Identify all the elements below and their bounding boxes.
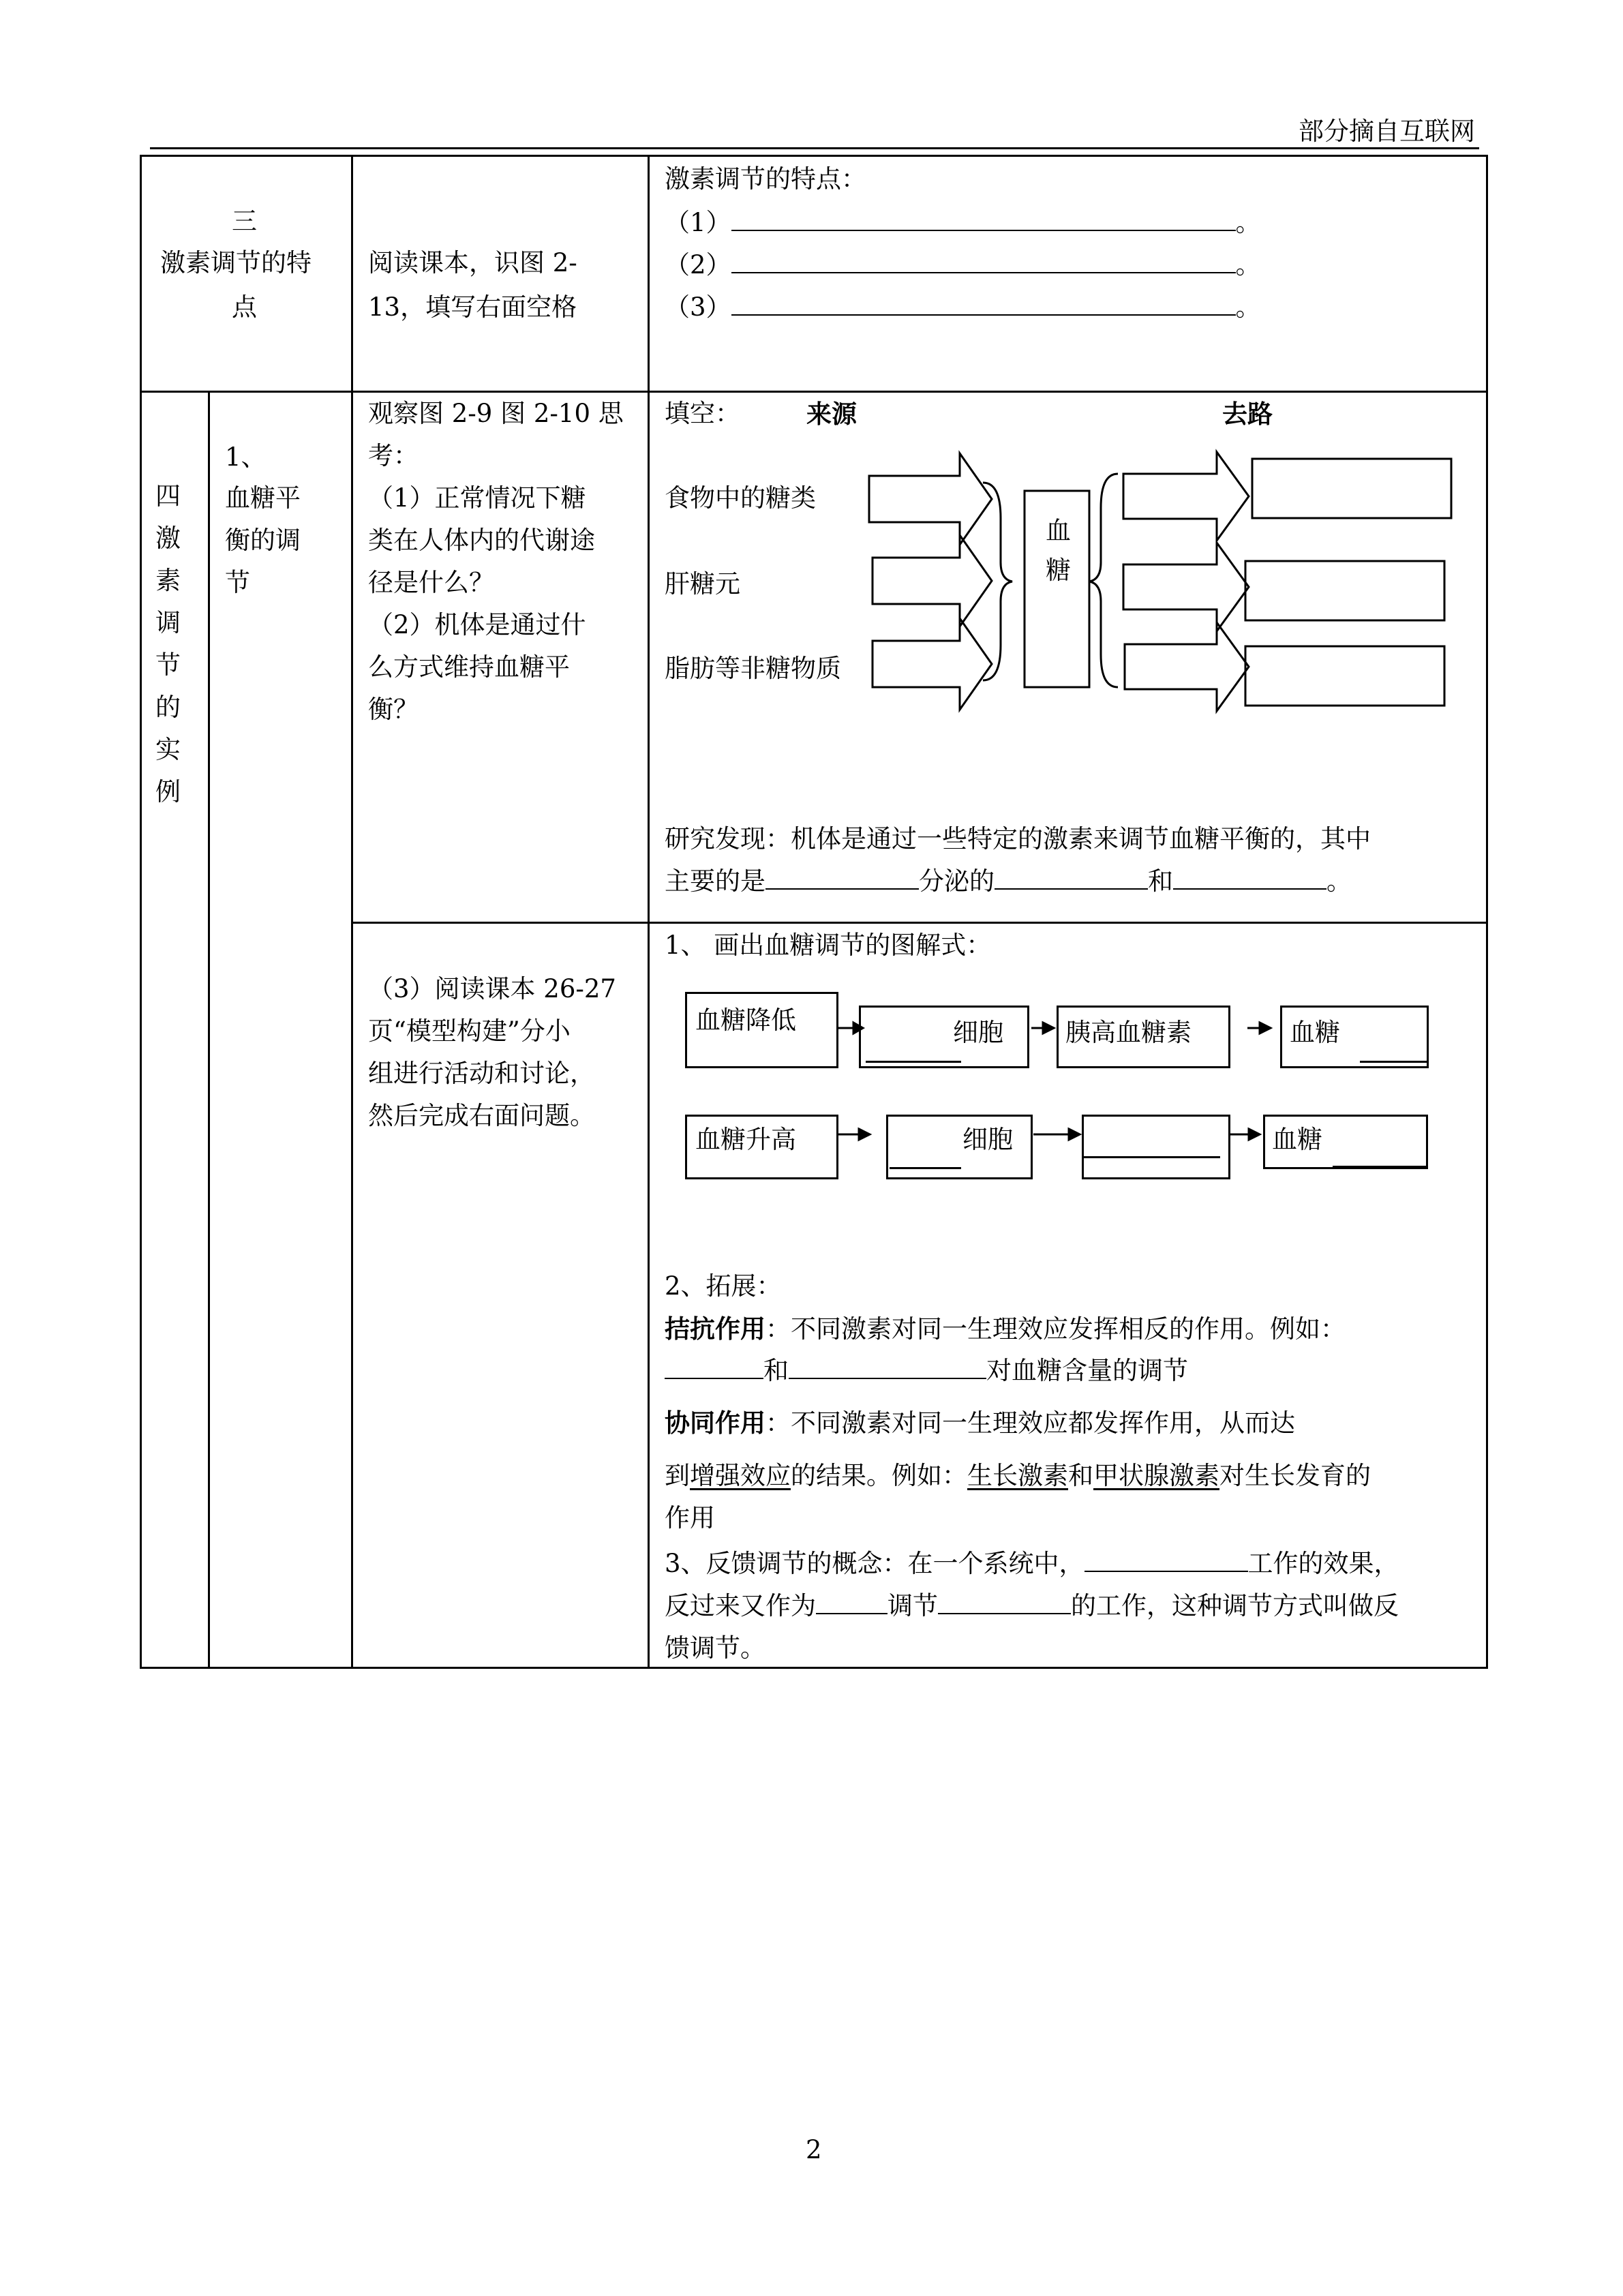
- model-line-2: 页“模型构建”分小: [368, 1016, 571, 1046]
- subsection-title-1: 血糖平: [225, 483, 301, 513]
- destination-arrow-icon: [1123, 543, 1249, 631]
- source-non-sugar: 脂肪等非糖物质: [665, 654, 841, 683]
- observe-line-2: 考：: [368, 441, 419, 470]
- observe-line-4: 类在人体内的代谢途: [368, 526, 595, 555]
- destination-blank-box: [1245, 561, 1444, 620]
- answer-blank[interactable]: [1173, 864, 1326, 890]
- destination-arrow-icon: [1125, 622, 1249, 711]
- flow-label-cell: 细胞: [953, 1018, 1003, 1047]
- section3-prompt: 激素调节的特点：: [665, 164, 866, 194]
- subsection-number: 1、: [225, 442, 267, 472]
- blood-char-1: 血: [1046, 516, 1071, 545]
- finding-line-2: 主要的是 分泌的 和 。: [665, 860, 1352, 903]
- source-arrow-icon: [873, 618, 992, 710]
- section3-title-line1: 激素调节的特: [160, 248, 312, 277]
- result-blank-line[interactable]: [1333, 1166, 1428, 1168]
- destination-header: 去路: [1222, 399, 1273, 429]
- arrow-right-icon: [1043, 1023, 1054, 1033]
- synergy-line: 协同作用：不同激素对同一生理效应都发挥作用，从而达: [665, 1408, 1295, 1438]
- header-rule: [150, 147, 1479, 149]
- flow-label-blood-sugar-high: 血糖升高: [695, 1125, 796, 1154]
- flow-label-blood-sugar: 血糖: [1272, 1125, 1322, 1154]
- answer-blank[interactable]: [731, 205, 1236, 231]
- feedback-line-2: 反过来又作为 调节 的工作，这种调节方式叫做反: [665, 1585, 1399, 1627]
- synergy-line-3: 作用: [665, 1503, 715, 1532]
- observe-line-5: 径是什么？: [368, 568, 494, 597]
- synergy-line-2: 到增强效应的结果。例如：生长激素和甲状腺激素对生长发育的: [665, 1461, 1371, 1490]
- antagonism-fill-line: 和 对血糖含量的调节: [665, 1350, 1188, 1392]
- source-food-sugar: 食物中的糖类: [665, 483, 816, 513]
- model-line-3: 组进行活动和讨论，: [368, 1059, 595, 1088]
- arrow-right-icon: [853, 1023, 863, 1033]
- antagonism-line: 拮抗作用：不同激素对同一生理效应发挥相反的作用。例如：: [665, 1314, 1346, 1344]
- answer-blank[interactable]: [995, 864, 1148, 890]
- section3-activity-line2: 13，填写右面空格: [368, 292, 577, 322]
- flow-label-blood-sugar-low: 血糖降低: [695, 1006, 796, 1035]
- arrow-right-icon: [1069, 1129, 1080, 1140]
- section3-activity-line1: 阅读课本，识图 2-: [368, 248, 577, 277]
- blood-char-2: 糖: [1046, 556, 1071, 585]
- destination-blank-box: [1252, 459, 1451, 518]
- section3-number: 三: [232, 207, 257, 236]
- finding-line-1: 研究发现：机体是通过一些特定的激素来调节血糖平衡的，其中: [665, 824, 1371, 854]
- arrow-right-icon: [859, 1129, 870, 1140]
- page-number: 2: [806, 2135, 822, 2164]
- observe-line-8: 衡？: [368, 695, 419, 724]
- flow-label-blood-sugar: 血糖: [1290, 1018, 1340, 1047]
- flow-label-glucagon: 胰高血糖素: [1065, 1018, 1192, 1047]
- hormone-blank-line[interactable]: [1084, 1156, 1220, 1158]
- answer-blank[interactable]: [1084, 1546, 1248, 1572]
- answer-blank[interactable]: [938, 1588, 1071, 1614]
- flow-arrows: [832, 1009, 1288, 1152]
- section3-title-line2: 点: [232, 292, 257, 322]
- result-blank-line[interactable]: [1360, 1061, 1428, 1063]
- answer-blank[interactable]: [789, 1353, 986, 1379]
- source-header: 来源: [806, 399, 857, 429]
- destination-blank-box: [1245, 646, 1444, 706]
- answer-blank[interactable]: [731, 290, 1236, 316]
- model-line-1: （3）阅读课本 26-27: [368, 974, 616, 1003]
- feedback-line-1: 3、反馈调节的概念：在一个系统中， 工作的效果，: [665, 1543, 1399, 1585]
- section3-item-1: （1） 。: [665, 202, 1261, 244]
- destination-arrow-icon: [1123, 452, 1249, 541]
- section3-item-3: （3） 。: [665, 286, 1261, 329]
- observe-line-7: 么方式维持血糖平: [368, 652, 570, 682]
- answer-blank[interactable]: [665, 1353, 763, 1379]
- arrow-right-icon: [1249, 1129, 1260, 1140]
- model-line-4: 然后完成右面问题。: [368, 1101, 595, 1130]
- fill-label: 填空：: [665, 399, 740, 428]
- left-brace-icon: [983, 483, 1012, 680]
- source-liver-glycogen: 肝糖元: [665, 569, 740, 599]
- draw-prompt: 1、 画出血糖调节的图解式：: [665, 931, 992, 960]
- subsection-title-2: 衡的调: [225, 526, 301, 555]
- answer-blank[interactable]: [765, 864, 919, 890]
- arrow-right-icon: [1260, 1023, 1271, 1033]
- observe-line-6: （2）机体是通过什: [368, 610, 586, 639]
- expand-label: 2、拓展：: [665, 1271, 782, 1301]
- header-source-note: 部分摘自互联网: [1299, 117, 1475, 146]
- feedback-line-3: 馈调节。: [665, 1633, 765, 1663]
- flow-label-cell: 细胞: [962, 1125, 1013, 1154]
- source-arrow-icon: [869, 453, 992, 545]
- cell-blank-line[interactable]: [890, 1167, 961, 1169]
- observe-line-1: 观察图 2-9 图 2-10 思: [368, 399, 624, 428]
- answer-blank[interactable]: [816, 1588, 888, 1614]
- section3-item-2: （2） 。: [665, 244, 1261, 286]
- section4-vertical-title: 四 激 素 调 节 的 实 例: [155, 481, 181, 806]
- subsection-title-3: 节: [225, 568, 250, 597]
- observe-line-3: （1）正常情况下糖: [368, 483, 586, 513]
- right-brace-icon: [1089, 474, 1118, 687]
- blood-sugar-diagram: [859, 443, 1472, 729]
- source-arrow-icon: [873, 535, 992, 626]
- answer-blank[interactable]: [731, 247, 1236, 273]
